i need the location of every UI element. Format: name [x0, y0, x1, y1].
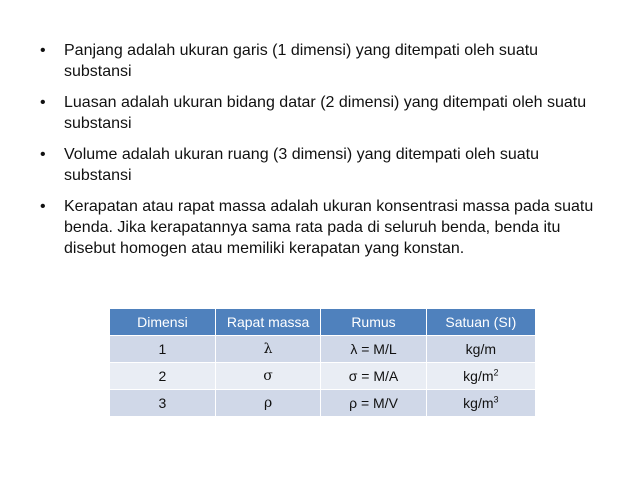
bullet-item	[40, 144, 600, 186]
bullet-item	[40, 196, 600, 259]
bullet-text: Kerapatan atau rapat massa adalah ukuran konsentrasi massa pada suatu benda. Jika kerapatannya sama rata pada di seluruh benda, benda itu disebut homogen atau memiliki kerapatan yang konstan.	[64, 198, 594, 257]
header-rapat-massa: Rapat massa	[215, 309, 320, 336]
table-header-row	[110, 309, 535, 336]
satuan-exponent: 3	[493, 394, 499, 405]
bullet-icon: •	[40, 146, 46, 163]
cell-satuan	[426, 390, 535, 417]
bullet-item	[40, 92, 600, 134]
bullet-text: Volume adalah ukuran ruang (3 dimensi) yang ditempati oleh suatu substansi	[64, 146, 539, 184]
bullet-icon: •	[40, 94, 46, 111]
satuan-unit: kg/m	[463, 368, 494, 384]
density-table	[110, 309, 535, 416]
bullet-text: Panjang adalah ukuran garis (1 dimensi) yang ditempati oleh suatu substansi	[64, 42, 539, 80]
bullet-list	[40, 40, 600, 269]
table-row	[110, 363, 535, 390]
cell-rapat-massa: λ	[215, 336, 320, 363]
cell-rumus: λ = M/L	[321, 336, 426, 363]
bullet-text: Luasan adalah ukuran bidang datar (2 dimensi) yang ditempati oleh suatu substansi	[64, 94, 587, 132]
table-row	[110, 390, 535, 417]
bullet-icon: •	[40, 198, 46, 215]
cell-rumus: ρ = M/V	[321, 390, 426, 417]
cell-satuan	[426, 336, 535, 363]
header-dimensi: Dimensi	[110, 309, 215, 336]
cell-dimensi: 3	[110, 390, 215, 417]
cell-satuan	[426, 363, 535, 390]
cell-rapat-massa: ρ	[215, 390, 320, 417]
bullet-item	[40, 40, 600, 82]
satuan-unit: kg/m	[463, 395, 494, 411]
cell-dimensi: 2	[110, 363, 215, 390]
bullet-icon: •	[40, 42, 46, 59]
header-satuan: Satuan (SI)	[426, 309, 535, 336]
table-row	[110, 336, 535, 363]
cell-rumus: σ = M/A	[321, 363, 426, 390]
satuan-unit: kg/m	[465, 341, 496, 357]
cell-rapat-massa: σ	[215, 363, 320, 390]
cell-dimensi: 1	[110, 336, 215, 363]
satuan-exponent: 2	[493, 367, 499, 378]
header-rumus: Rumus	[321, 309, 426, 336]
